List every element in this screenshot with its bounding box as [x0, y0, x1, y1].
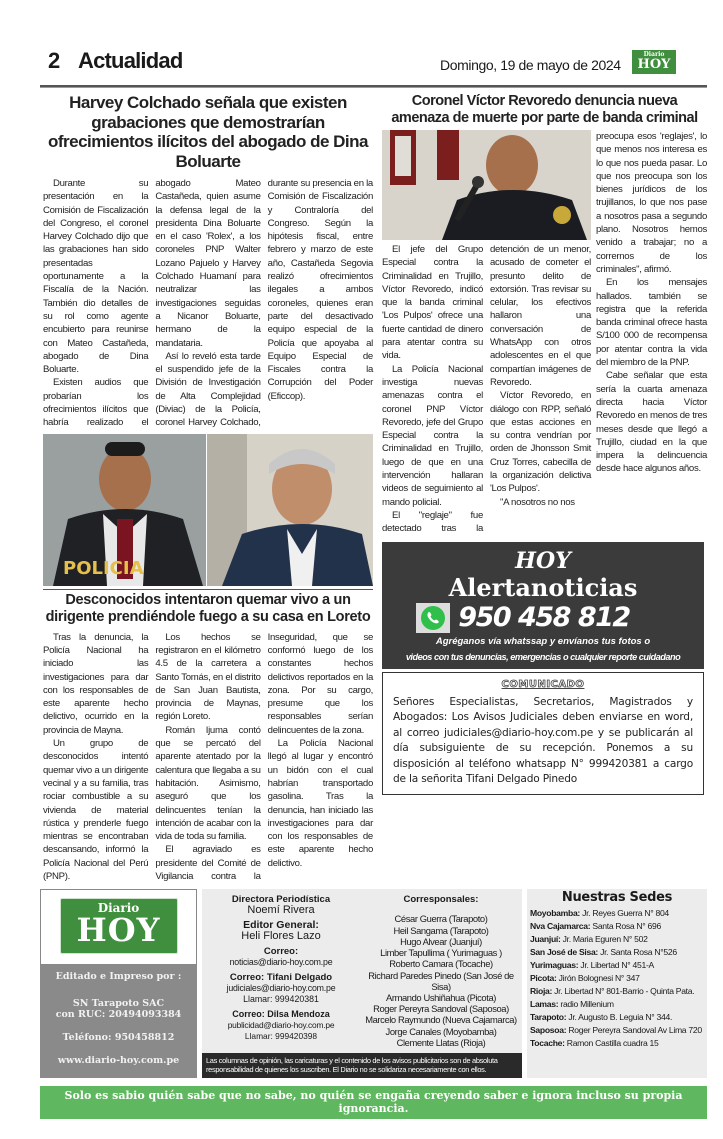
page-number: 2 [48, 48, 60, 73]
article3-headline: Desconocidos intentaron quemar vivo a un dirigente prendiéndole fuego a su casa en Loreto [45, 591, 371, 626]
footer-logo-column [40, 889, 197, 1078]
sede-address: Santa Rosa N° 696 [592, 921, 661, 932]
paragraph: Cabe señalar que esta sería la cuarta amenaza directa hacia Víctor Revoredo en menos de tres meses desde que llegó a Trujillo, ciudad en la que impera la delincuencia desde hace algunos años. [596, 370, 707, 475]
sede-item [530, 998, 704, 1011]
news-area [40, 93, 707, 883]
sede-item [530, 1024, 704, 1037]
sede-address: Jr. Maria Eguren N° 502 [562, 934, 648, 945]
right-column [380, 93, 707, 883]
corresponsal-item: Jorge Canales (Moyobamba) [385, 1025, 497, 1037]
article1-photo-colchado [43, 434, 206, 586]
article3-rule [43, 589, 373, 590]
corresponsales-list [362, 913, 520, 1047]
publisher-info [40, 965, 197, 1078]
corresponsal-item: Roberto Camara (Tocache) [389, 958, 493, 970]
staff-panel [202, 889, 360, 1053]
issue-date: Domingo, 19 de mayo de 2024 [440, 57, 621, 73]
alert-line2: videos con tus denuncias, emergencias o cualquier reporte cuidadano [405, 651, 681, 662]
paragraph: Durante su presentación en la Comisión de Fiscalización del Congreso, el coronel Harvey Colchado dijo que las grabaciones han sido presentadas oportunamente a la Fiscalía de la Nación. También dio detalles de su rol como agente encubierto para reunirse con Mateo Castañeda, abogado de Dina Boluarte. [43, 178, 149, 376]
sede-item [530, 985, 704, 998]
corresponsal-item: Roger Pereyra Sandoval (Saposoa) [373, 1003, 509, 1015]
staff-line: Llamar: 999420381 [243, 994, 319, 1005]
sede-city: Saposoa: [530, 1025, 567, 1036]
article1-photos [43, 434, 373, 586]
staff-title: Correo: [263, 946, 299, 958]
paragraph: Así lo reveló esta tarde el suspendido jefe de la División de Investigación de Alta Complejidad (Diviac) de la Policía, coronel Harvey Colchado, durante su presencia en la Comisión de Fiscalización y Contraloría del Congreso. Según la hipótesis fiscal, entre febrero y marzo de este año, Castañeda Segovia realizó ofrecimientos ilegales a ambos coroneles, quienes eran parte del desactivado equipo especial de la Policía que apoyaba al Equipo Especial de Fiscales contra la Corrupción del Poder (Eficcop). [155, 178, 373, 429]
company-phone: Teléfono: 950458812 [62, 1032, 175, 1044]
paragraph: Víctor Revoredo, en diálogo con RPP, señaló que estas acciones en su contra vendrían por orden de Jhonsson Smit Cruz Torres, cabecilla de la organización delictiva 'Los Pulpos'. [490, 390, 591, 495]
sede-city: Picota: [530, 973, 557, 984]
paragraph: preocupa esos 'reglajes', lo que menos nos interesa es lo que nos pueda pasar. Lo que nos preocupa son los bienes jurídicos de los trujillanos, lo que nos pase a nosotros pasa a segundo plano. Nosotros hemos venido a trabajar; no a corrernos de los criminales", afirmó. [596, 131, 707, 275]
sede-city: Tocache: [530, 1038, 565, 1049]
logo-small-text: Diario [97, 901, 140, 916]
left-column [40, 93, 376, 883]
photo-lawyer-illustration [207, 434, 373, 586]
sede-city: Yurimaguas: [530, 960, 579, 971]
quote-banner: Solo es sabio quién sabe que no sabe, no quién se engaña creyendo saber e ignora incluso su propia ignorancia. [40, 1086, 707, 1119]
footer-credits [202, 889, 522, 1053]
sede-address: Jirón Bolognesi N° 347 [558, 973, 640, 984]
staff-email[interactable]: publicidad@diario-hoy.com.pe [227, 1020, 335, 1031]
corresponsal-item: Marcelo Raymundo (Nueva Cajamarca) [365, 1014, 517, 1026]
article2-main [382, 130, 591, 536]
sede-address: Jr. Augusto B. Leguia N° 344. [568, 1012, 673, 1023]
paragraph: Tras la denuncia, la Policía Nacional ha iniciado las investigaciones para dar con los responsables de este aparente hecho delictivo, ocurrido en la provincia de Mayna. [43, 631, 149, 736]
paragraph: La Policía Nacional investiga nuevas amenazas contra el coronel PNP Víctor Revoredo, jefe del Grupo Especial contra la Criminalidad en Trujillo, luego de que en una intervención hallaran videos de seguimiento al mando policial. [382, 363, 483, 508]
sede-address: Roger Pereyra Sandoval Av Lima 720 [568, 1025, 702, 1036]
article2-body [382, 243, 591, 536]
article2-side-column [596, 130, 707, 536]
corresponsal-item: Armando Ushiñahua (Picota) [386, 991, 496, 1003]
staff-title: Directora Periodística [231, 894, 331, 906]
disclaimer: Las columnas de opinión, las caricaturas y el contenido de los avisos publicitarios son de absoluta responsabilidad de quienes los suscriben. El Diario no se solidariza necesariamente con ellos. [202, 1053, 522, 1078]
alertanoticias-ad [382, 542, 704, 669]
staff-line: Heli Flores Lazo [241, 930, 321, 943]
paragraph: En los mensajes hallados. también se registra que la referida banda criminal ofrece hasta S/100 000 de recompensa por atentar contra la vida del miembro de la PNP. [596, 277, 707, 369]
section-title: Actualidad [78, 48, 183, 73]
sede-address: Jr. Libertad N° 451-A [580, 960, 654, 971]
sede-address: Ramon Castilla cuadra 15 [566, 1038, 659, 1049]
paragraph: Román Ijuma contó que se percató del aparente atentado por la calentura que llegaba a su habitación. Asimismo, aseguró que los delincuentes tenían la intención de acabar con la vida de toda su familia. [155, 724, 261, 843]
sede-city: Tarapoto: [530, 1012, 567, 1023]
sedes-panel [527, 889, 707, 1078]
logo-big-text: HOY [637, 57, 671, 72]
corresponsal-item: Richard Paredes Pinedo (San José de Sisa) [368, 969, 514, 992]
logo-big-text: HOY [76, 911, 161, 950]
paragraph: El agraviado es presidente del Comité de Vigilancia contra la Inseguridad, que se conformó luego de los constantes hechos delictivos reportados en la zona. Por su cargo, presume que los responsables serían delincuentes de la zona. [155, 631, 373, 882]
company-ruc: con RUC: 20494093384 [55, 1009, 182, 1021]
whatsapp-icon [416, 603, 450, 633]
article2-photo-revoredo [382, 130, 591, 240]
corresponsales-title: Corresponsales: [403, 894, 479, 906]
paragraph: Los hechos se registraron en el kilómetro 4.5 de la carretera a Santo Tomás, en el distrito de San Juan Bautista, provincia de Maynas, región Loreto. [155, 631, 261, 723]
article2-headline: Coronel Víctor Revoredo denuncia nueva amenaza de muerte por parte de banda criminal [391, 93, 698, 126]
sedes-list [530, 907, 704, 1050]
sede-city: Nva Cajamarca: [530, 921, 591, 932]
sede-item [530, 946, 704, 959]
sede-item [530, 907, 704, 920]
comunicado-text: Señores Especialistas, Secretarios, Magistrados y Abogados: Los Avisos Judiciales deben enviarse en word, al correo judiciales@diario-hoy.com.pe y se publicarán al día subsiguiente de su recepción. Ponemos a su disposición al teléfono whatsapp N° 999420381 a cargo de la señorita Tifani Delgado Pinedo [393, 695, 693, 786]
sede-city: Rioja: [530, 986, 553, 997]
sede-item [530, 1037, 704, 1050]
sedes-title: Nuestras Sedes [561, 890, 673, 906]
sede-address: Jr. Libertad N° 801-Barrio - Quinta Pata. [554, 986, 695, 997]
corresponsales-panel [360, 889, 522, 1053]
company-website[interactable]: www.diario-hoy.com.pe [57, 1055, 180, 1067]
sede-item [530, 959, 704, 972]
article1-headline: Harvey Colchado señala que existen grabaciones que demostrarían ofrecimientos ilícitos del abogado de Dina Boluarte [47, 93, 368, 171]
sede-item [530, 920, 704, 933]
vest-lettering: POLICIA [63, 557, 144, 579]
logo-small-text: Diario [643, 51, 665, 58]
company-name: SN Tarapoto SAC [72, 998, 165, 1010]
staff-line: Llamar: 999420398 [244, 1031, 318, 1042]
paragraph: "A nosotros no nos [500, 496, 575, 508]
footer-logo [60, 898, 178, 954]
alert-brand: HOY [515, 547, 571, 574]
corresponsal-item: Clemente Llatas (Rioja) [396, 1036, 486, 1048]
sede-address: Jr. Santa Rosa N°526 [600, 947, 677, 958]
footer-middle [202, 889, 522, 1078]
staff-email[interactable]: noticias@diario-hoy.com.pe [229, 957, 333, 968]
photo-colonel-illustration [382, 130, 591, 240]
staff-title: Correo: Dilsa Mendoza [232, 1009, 330, 1020]
alert-line1: Agréganos vía whatssap y envíanos tus fotos o [435, 635, 651, 647]
corresponsal-item: Heil Sangama (Tarapoto) [393, 924, 489, 936]
paragraph: La Policía Nacional llegó al lugar y encontró un bidón con el cual habrían transportado gasolina. Tras la denuncia, han iniciado las investigaciones para dar con los responsables de este aparente hecho delictivo. [267, 738, 373, 869]
alert-phone: 950 458 812 [458, 601, 630, 633]
staff-email[interactable]: judiciales@diario-hoy.com.pe [226, 983, 336, 994]
sede-city: Juanjuí: [530, 934, 561, 945]
sede-city: San José de Sisa: [530, 947, 598, 958]
staff-line: Noemí Rivera [247, 904, 315, 917]
sede-address: Jr. Reyes Guerra N° 804 [582, 908, 669, 919]
staff-title: Correo: Tifani Delgado [229, 972, 333, 984]
article1-body [43, 177, 373, 430]
comunicado-box [382, 672, 704, 795]
sede-item [530, 933, 704, 946]
corresponsal-item: Hugo Alvear (Juanjuí) [400, 935, 482, 947]
article1-photo-castaneda [207, 434, 373, 586]
sede-city: Lamas: [530, 999, 559, 1010]
alert-title: Alertanoticias [448, 572, 638, 602]
staff-title: Editor General: [243, 919, 319, 932]
footer [40, 889, 707, 1078]
sede-address: radio Millenium [560, 999, 614, 1010]
corresponsal-item: Limber Tapullima ( Yurimaguas ) [380, 947, 502, 959]
paragraph: Existen audios que probarían los ofrecimientos ilícitos que habría realizado el abogado Mateo Castañeda, quien asume la defensa legal de la presidenta Dina Boluarte en el caso 'Rolex', a los coroneles PNP Walter Lozano Pajuelo y Harvey Colchado Huamaní para neutralizar las investigaciones seguidas a Nicanor Boluarte, hermano de la mandataria. [43, 178, 261, 429]
photo-officer-illustration [43, 434, 206, 586]
article2-layout [382, 130, 707, 536]
paragraph: Un grupo de desconocidos intentó quemar vivo a un dirigente vecinal y a su familia, tras rociar combustible a su vivienda de material rústica y prenderle fuego mientras se encontraban descansando, informó la Policía Nacional del Perú (PNP). [43, 738, 149, 882]
edited-label: Editado e Impreso por : [55, 971, 182, 983]
sede-item [530, 972, 704, 985]
sede-item [530, 1011, 704, 1024]
comunicado-title: COMUNICADO [501, 678, 585, 690]
paragraph: El jefe del Grupo Especial contra la Criminalidad en Trujillo, Víctor Revoredo, indicó que la banda criminal 'Los Pulpos' ofrece una fuerte cantidad de dinero para atentar contra su vida. [382, 244, 483, 362]
sede-city: Moyobamba: [530, 908, 580, 919]
corresponsal-item: César Guerra (Tarapoto) [394, 913, 488, 925]
paragraph: El "reglaje" fue detectado tras la detención de un menor, acusado de cometer el presunto delito de extorsión. Tras revisar su celular, los efectivos hallaron una conversación de WhatsApp con otros adolescentes en el que compartían imágenes de Revoredo. [382, 244, 591, 535]
footer-logo-panel [40, 889, 197, 965]
article3-body [43, 631, 373, 884]
page-content [40, 0, 707, 1119]
